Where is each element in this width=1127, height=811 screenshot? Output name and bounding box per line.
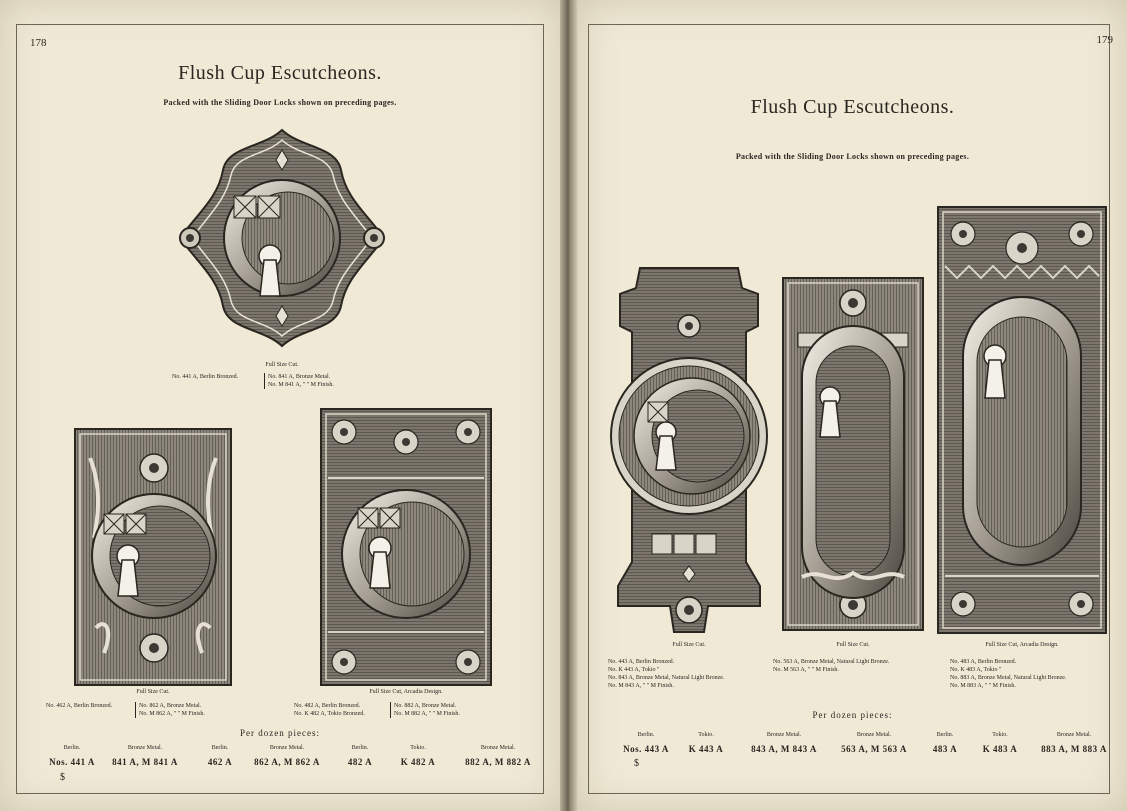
currency-mark: $ (634, 758, 639, 769)
item-description (294, 702, 365, 718)
right-page (578, 0, 1127, 811)
price-column: Berlin. Nos. 441 A (49, 745, 95, 767)
model-line: No. M 862 A, " " M Finish. (139, 711, 205, 717)
price-row (578, 732, 1127, 762)
item-description (950, 658, 1066, 690)
price-column: Tokio. K 482 A (400, 745, 436, 767)
item-description (608, 658, 724, 690)
price-column: Tokio. K 443 A (688, 732, 724, 754)
item-caption: Full Size Cut. (672, 642, 706, 648)
model-line: No. K 483 A, Tokio " (950, 667, 1002, 673)
escutcheon-483a-illustration (937, 206, 1107, 634)
model-line: No. M 883 A, " " M Finish. (950, 683, 1016, 689)
item-description (390, 702, 460, 718)
price-column: Bronze Metal. 843 A, M 843 A (751, 732, 817, 754)
page-title: Flush Cup Escutcheons. (178, 62, 382, 84)
model-line: No. 443 A, Berlin Bronzed. (608, 659, 675, 665)
model-line: No. 482 A, Berlin Bronzed. (294, 703, 361, 709)
model-line: No. 441 A, Berlin Bronzed. (172, 374, 239, 380)
book-gutter (560, 0, 578, 811)
model-line: No. M 841 A, " " M Finish. (268, 382, 334, 388)
per-dozen-heading: Per dozen pieces: (812, 710, 893, 720)
price-column: Bronze Metal. 862 A, M 862 A (254, 745, 320, 767)
price-column: Berlin. 483 A (932, 732, 958, 754)
escutcheon-563a-illustration (782, 277, 924, 631)
price-column: Berlin. 482 A (347, 745, 373, 767)
page-number: 179 (1096, 34, 1113, 46)
item-description (773, 658, 889, 674)
model-line: No. 883 A, Bronze Metal, Natural Light Bronze. (950, 675, 1067, 681)
model-line: No. 862 A, Bronze Metal. (139, 703, 202, 709)
price-column: Berlin. 462 A (207, 745, 233, 767)
price-column: Bronze Metal. 841 A, M 841 A (112, 745, 178, 767)
item-caption: Full Size Cut. (136, 689, 170, 695)
model-line: No. 841 A, Bronze Metal. (268, 374, 331, 380)
left-page (0, 0, 560, 811)
item-description (135, 702, 205, 718)
model-line: No. M 843 A, " " M Finish. (608, 683, 674, 689)
model-line: No. 563 A, Bronze Metal, Natural Light Bronze. (773, 659, 890, 665)
item-description (172, 373, 238, 381)
model-line: No. K 443 A, Tokio " (608, 667, 660, 673)
page-number: 178 (30, 37, 47, 49)
escutcheon-441a-illustration (176, 128, 388, 348)
escutcheon-482a-illustration (320, 408, 492, 686)
model-line: No. 462 A, Berlin Bronzed. (46, 703, 113, 709)
model-line: No. M 882 A, " " M Finish. (394, 711, 460, 717)
price-column: Tokio. K 483 A (982, 732, 1018, 754)
item-caption: Full Size Cut, Arcadia Design. (985, 642, 1059, 648)
page-subtitle: Packed with the Sliding Door Locks shown on preceding pages. (163, 98, 397, 107)
model-line: No. 843 A, Bronze Metal, Natural Light Bronze. (608, 675, 725, 681)
page-title: Flush Cup Escutcheons. (750, 96, 955, 118)
price-column: Bronze Metal. 882 A, M 882 A (465, 745, 531, 767)
escutcheon-443a-illustration (608, 266, 770, 638)
item-caption: Full Size Cut. (836, 642, 870, 648)
item-caption: Full Size Cut, Arcadia Design. (369, 689, 443, 695)
model-line: No. 483 A, Berlin Bronzed. (950, 659, 1017, 665)
page-subtitle: Packed with the Sliding Door Locks shown on preceding pages. (735, 152, 970, 161)
item-description (46, 702, 112, 710)
price-column: Berlin. Nos. 443 A (623, 732, 669, 754)
price-column: Bronze Metal. 883 A, M 883 A (1041, 732, 1107, 754)
price-column: Bronze Metal. 563 A, M 563 A (841, 732, 907, 754)
model-line: No. 882 A, Bronze Metal. (394, 703, 457, 709)
model-line: No. M 563 A, " " M Finish. (773, 667, 839, 673)
escutcheon-462a-illustration (74, 428, 232, 686)
model-line: No. K 482 A, Tokio Bronzed. (294, 711, 365, 717)
price-row (0, 745, 560, 775)
item-description (264, 373, 334, 389)
per-dozen-heading: Per dozen pieces: (240, 728, 320, 738)
currency-mark: $ (60, 772, 65, 783)
item-caption: Full Size Cut. (265, 362, 299, 368)
